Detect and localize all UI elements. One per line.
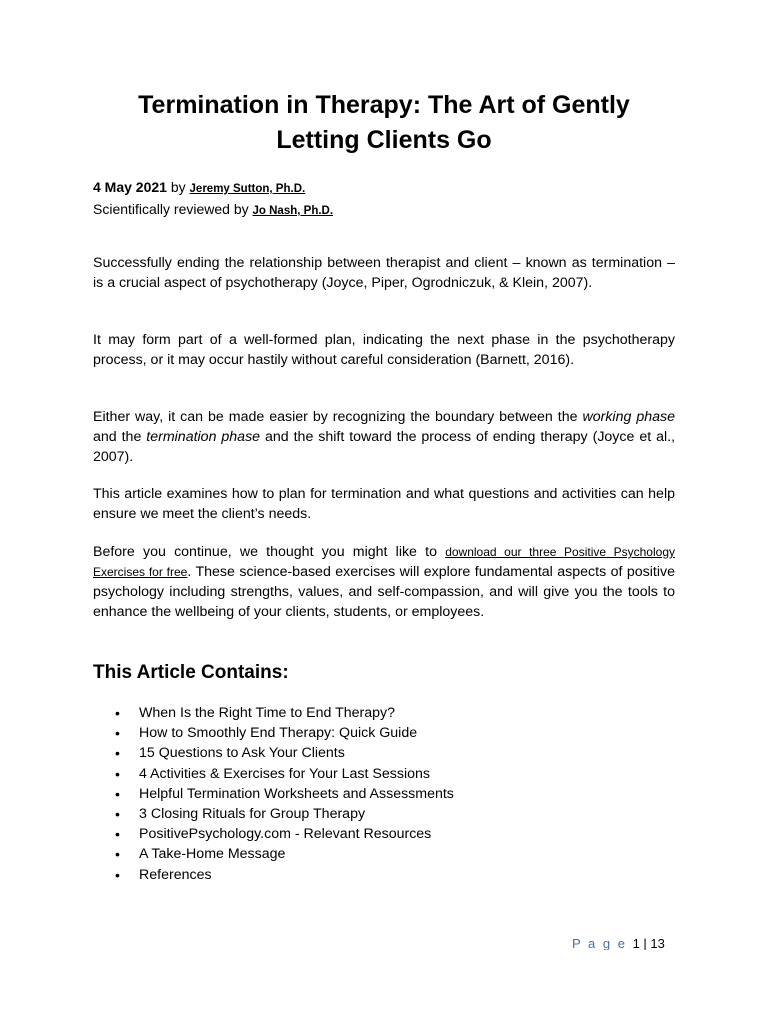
download-exercises-link[interactable]: download our three Positive Psychology Exercises for free [93,545,675,579]
paragraph-3 [93,407,675,467]
contents-item[interactable]: • References [93,865,454,885]
contents-item[interactable]: • Helpful Termination Worksheets and Assessments [93,784,454,804]
page-footer [572,936,665,950]
paragraph-2: It may form part of a well-formed plan, indicating the next phase in the psychotherapy process, or it may occur hastily without careful consideration (Barnett, 2016). [93,332,675,368]
working-phase-term: working phase [582,409,675,425]
page-title [80,88,688,158]
contents-item[interactable]: • When Is the Right Time to End Therapy? [93,703,454,723]
contents-heading: This Article Contains: [93,662,289,683]
page-label: P a g e [572,936,627,950]
author-link[interactable]: Jeremy Sutton, Ph.D. [189,183,306,195]
article-meta [93,177,333,221]
paragraph-5-text-a: Before you continue, we thought you might like to [93,544,446,560]
paragraph-5-text-b: . These science-based exercises will explore fundamental aspects of positive psychology including strengths, values, and self-compassion, and will give you the tools to enhance the wellbeing of your clients, students, or employees. [93,564,675,620]
contents-item[interactable]: • 4 Activities & Exercises for Your Last Sessions [93,764,454,784]
paragraph-1: Successfully ending the relationship between therapist and client – known as termination – is a crucial aspect of psychotherapy (Joyce, Piper, Ogrodniczuk, & Klein, 2007). [93,255,675,291]
paragraph-3-text-a: Either way, it can be made easier by recognizing the boundary between the [93,409,583,425]
contents-item[interactable]: • 3 Closing Rituals for Group Therapy [93,804,454,824]
contents-item[interactable]: • 15 Questions to Ask Your Clients [93,743,454,763]
contents-item[interactable]: • PositivePsychology.com - Relevant Resources [93,824,454,844]
paragraph-4: This article examines how to plan for termination and what questions and activities can help ensure we meet the client’s needs. [93,486,675,522]
title-line-2: Letting Clients Go [276,126,492,154]
contents-list [93,703,454,885]
reviewer-link[interactable]: Jo Nash, Ph.D. [252,205,334,217]
paragraph-3-text-b: and the [93,429,147,445]
contents-item[interactable]: • A Take-Home Message [93,844,454,864]
title-line-1: Termination in Therapy: The Art of Gently [138,91,630,119]
publish-date: 4 May 2021 [93,179,167,195]
paragraph-5 [93,542,675,622]
contents-item[interactable]: • How to Smoothly End Therapy: Quick Guide [93,723,454,743]
termination-phase-term: termination phase [146,429,261,445]
paragraph-3-text-c: and the shift toward the process of ending therapy (Joyce et al., 2007). [93,429,676,465]
reviewed-label: Scientifically reviewed by [93,201,249,217]
by-label: by [170,179,186,195]
page-number: 1 | 13 [632,936,665,950]
